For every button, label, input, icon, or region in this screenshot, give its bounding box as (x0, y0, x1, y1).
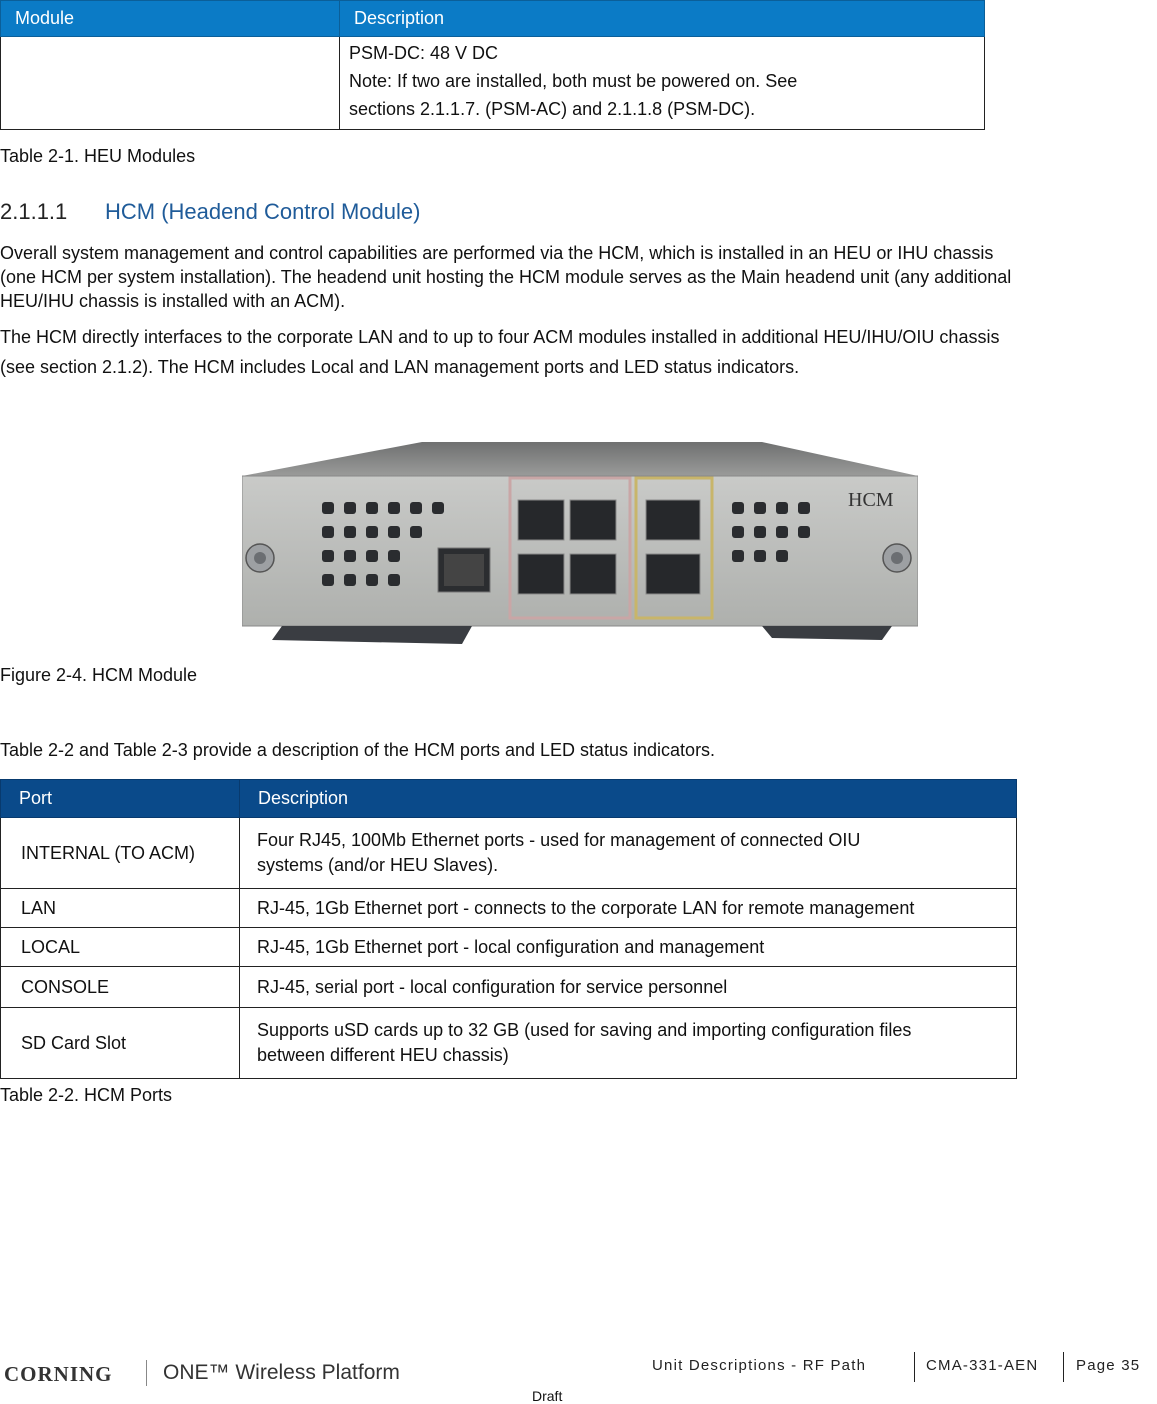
description-line: Supports uSD cards up to 32 GB (used for saving and importing configuration files (257, 1020, 912, 1040)
description-line: PSM-DC: 48 V DC (349, 43, 499, 63)
footer-divider (914, 1352, 915, 1382)
header-module: Module (1, 1, 340, 37)
section-title: HCM (Headend Control Module) (105, 199, 421, 224)
port-cell: SD Card Slot (1, 1008, 240, 1079)
hcm-label: HCM (848, 489, 894, 511)
paragraph-line: (see section 2.1.2). The HCM includes Local and LAN management ports and LED status indicators. (0, 357, 800, 377)
draft-label: Draft (532, 1388, 563, 1404)
hcm-module-image (242, 440, 918, 650)
module-cell (1, 37, 340, 130)
description-cell (240, 1008, 1017, 1079)
description-line: sections 2.1.1.7. (PSM-AC) and 2.1.1.8 (PSM-DC). (349, 99, 756, 119)
port-cell: INTERNAL (TO ACM) (1, 818, 240, 889)
description-line: Note: If two are installed, both must be powered on. See (349, 71, 798, 91)
description-line: Four RJ45, 100Mb Ethernet ports - used for management of connected OIU (257, 830, 861, 850)
description-cell (240, 818, 1017, 889)
description-cell: RJ-45, 1Gb Ethernet port - connects to the corporate LAN for remote management (240, 889, 1017, 928)
description-line: systems (and/or HEU Slaves). (257, 855, 499, 875)
table2-caption: Table 2-2. HCM Ports (0, 1085, 173, 1105)
table-row (1, 1008, 1017, 1079)
paragraph-line: Overall system management and control capabilities are performed via the HCM, which is installed in an HEU or IHU chassis (0, 243, 994, 263)
port-cell: LOCAL (1, 928, 240, 967)
description-cell (340, 37, 985, 130)
section-number: 2.1.1.1 (0, 199, 68, 224)
header-port: Port (1, 780, 240, 818)
description-cell: RJ-45, serial port - local configuration for service personnel (240, 967, 1017, 1008)
table-row (1, 889, 1017, 928)
footer-divider (1063, 1352, 1064, 1382)
intro-text: Table 2-2 and Table 2-3 provide a description of the HCM ports and LED status indicators. (0, 740, 716, 760)
footer-page: Page 35 (1076, 1357, 1141, 1374)
paragraph-line: (one HCM per system installation). The headend unit hosting the HCM module serves as the Main headend unit (any additional (0, 267, 1012, 287)
figure-caption: Figure 2-4. HCM Module (0, 665, 198, 685)
description-cell: RJ-45, 1Gb Ethernet port - local configuration and management (240, 928, 1017, 967)
port-cell: CONSOLE (1, 967, 240, 1008)
footer-doc-id: CMA-331-AEN (926, 1357, 1039, 1374)
paragraph-line: HEU/IHU chassis is installed with an ACM). (0, 291, 346, 311)
table-row (1, 928, 1017, 967)
table-row (1, 818, 1017, 889)
modules-table (0, 0, 985, 130)
table-row (1, 37, 985, 130)
description-line: between different HEU chassis) (257, 1045, 509, 1065)
logo-divider (146, 1360, 147, 1386)
header-description: Description (240, 780, 1017, 818)
ports-table (0, 779, 1017, 1079)
corning-logo: CORNING (4, 1362, 113, 1386)
footer-section: Unit Descriptions - RF Path (652, 1357, 867, 1374)
header-description: Description (340, 1, 985, 37)
table1-caption: Table 2-1. HEU Modules (0, 146, 196, 166)
table-row (1, 967, 1017, 1008)
port-cell: LAN (1, 889, 240, 928)
paragraph-line: The HCM directly interfaces to the corporate LAN and to up to four ACM modules installed in additional HEU/IHU/OIU chassis (0, 327, 1000, 347)
product-logo: ONE™ Wireless Platform (163, 1361, 400, 1384)
